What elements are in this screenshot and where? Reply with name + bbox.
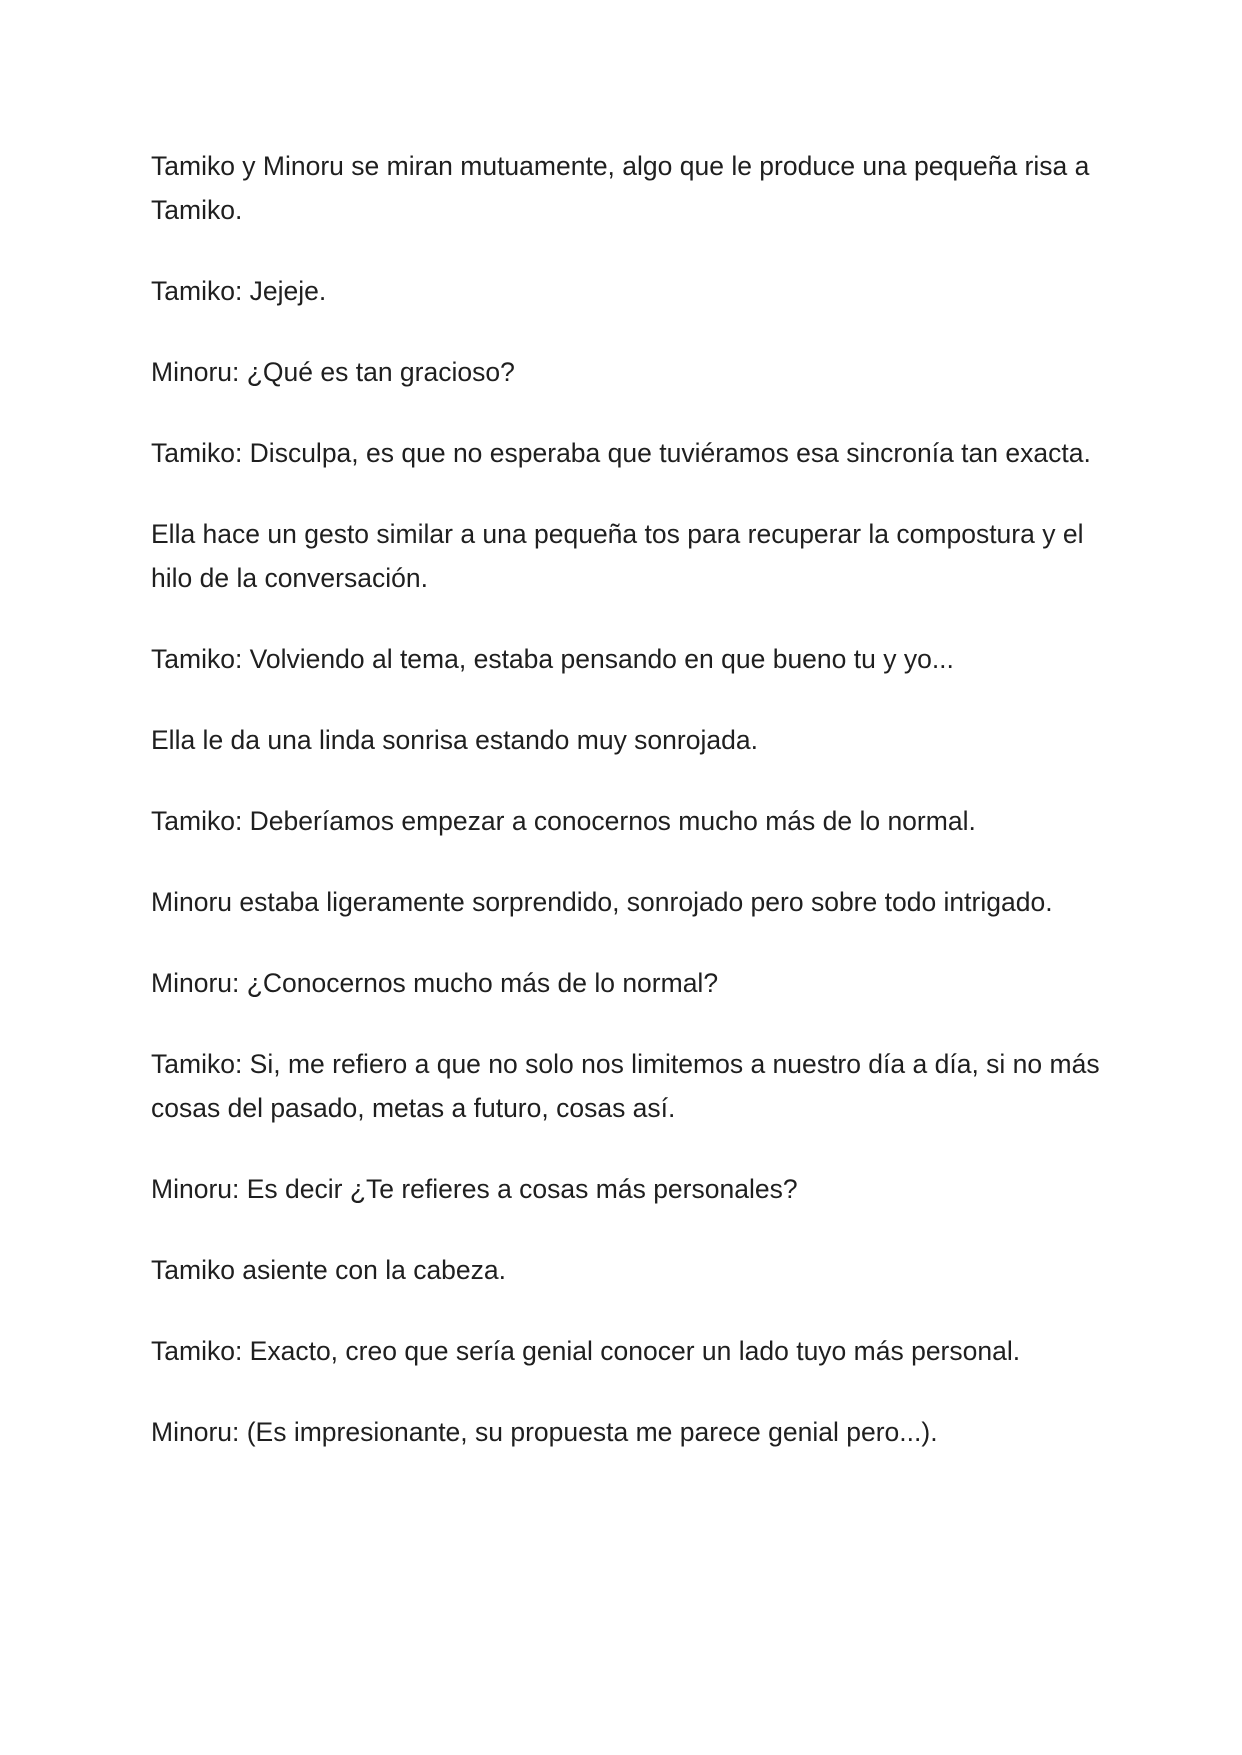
paragraph: Tamiko: Disculpa, es que no esperaba que tuviéramos esa sincronía tan exacta. bbox=[151, 438, 1091, 468]
document-body bbox=[151, 144, 1101, 1491]
paragraph: Tamiko: Si, me refiero a que no solo nos limitemos a nuestro día a día, si no más cosas del pasado, metas a futuro, cosas así. bbox=[151, 1049, 1100, 1123]
paragraph: Minoru estaba ligeramente sorprendido, sonrojado pero sobre todo intrigado. bbox=[151, 887, 1053, 917]
paragraph: Tamiko: Deberíamos empezar a conocernos mucho más de lo normal. bbox=[151, 806, 976, 836]
paragraph: Tamiko: Volviendo al tema, estaba pensando en que bueno tu y yo... bbox=[151, 644, 954, 674]
paragraph: Ella hace un gesto similar a una pequeña tos para recuperar la compostura y el hilo de la conversación. bbox=[151, 519, 1084, 593]
paragraph: Minoru: Es decir ¿Te refieres a cosas más personales? bbox=[151, 1174, 798, 1204]
paragraph: Ella le da una linda sonrisa estando muy sonrojada. bbox=[151, 725, 758, 755]
paragraph: Minoru: ¿Qué es tan gracioso? bbox=[151, 357, 515, 387]
paragraph: Tamiko y Minoru se miran mutuamente, algo que le produce una pequeña risa a Tamiko. bbox=[151, 151, 1090, 225]
paragraph: Minoru: ¿Conocernos mucho más de lo normal? bbox=[151, 968, 719, 998]
paragraph: Minoru: (Es impresionante, su propuesta me parece genial pero...). bbox=[151, 1417, 938, 1447]
paragraph: Tamiko: Exacto, creo que sería genial conocer un lado tuyo más personal. bbox=[151, 1336, 1021, 1366]
paragraph: Tamiko: Jejeje. bbox=[151, 276, 327, 306]
paragraph: Tamiko asiente con la cabeza. bbox=[151, 1255, 507, 1285]
